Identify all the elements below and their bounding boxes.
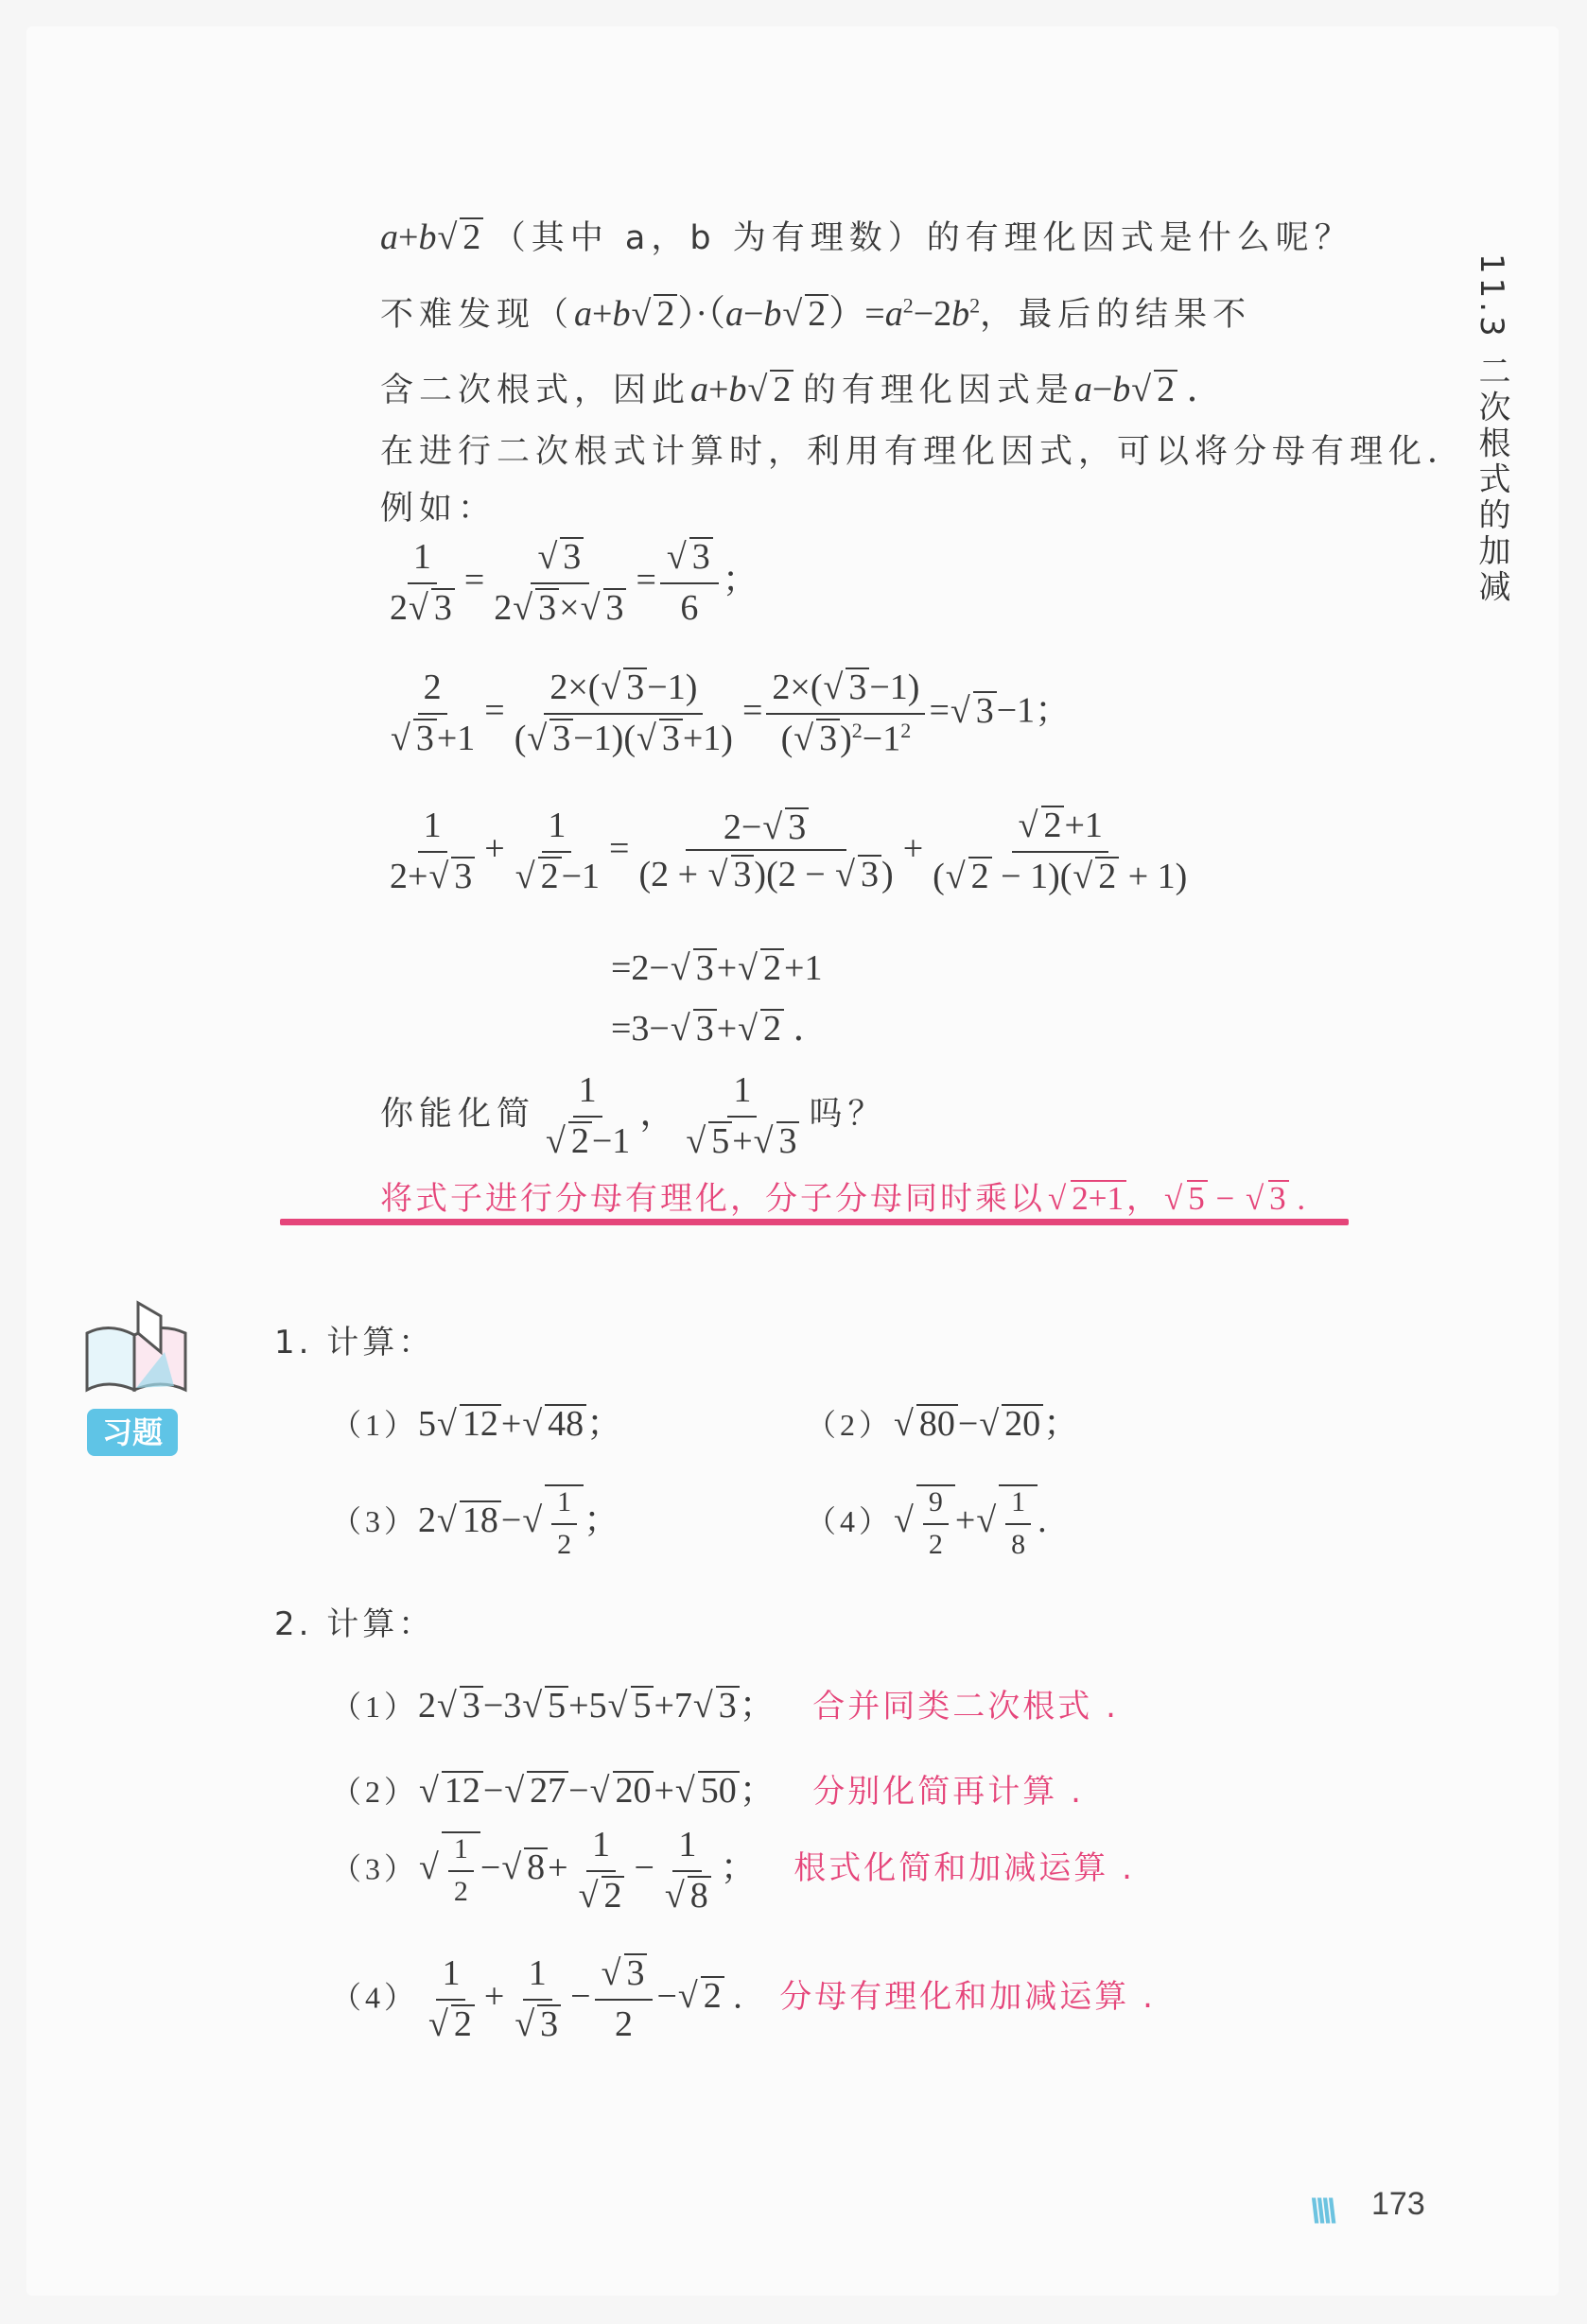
example-3-step-2: =3−√ 3+√ 2 ． xyxy=(611,998,829,1050)
book-icon xyxy=(79,1295,193,1399)
answer-note: 将式子进行分母有理化，分子分母同时乘以√ 2+1，√ 5 − √ 3 . xyxy=(380,1172,1305,1219)
example-3: $\frac{1}{2+√ 3}$ + 1 √ 2−1 = $\frac{2-√ 3}{(2 + √ 3)(2 - √ 3)}$ + √ $\frac{2+1}{(√ 2 - 1)(√ 2 + 1)}$ xyxy=(380,806,1196,897)
page-number: 173 xyxy=(1371,2186,1425,2222)
section-title-vertical: 11.3 二次根式的加减 xyxy=(1473,253,1510,606)
question-line: 你能化简 1 √ 2−1 ， 1 √ 5+√ 3 吗？ xyxy=(380,1070,887,1162)
example-1: $\frac{1}{2√ 3}$ = √ $\frac{3}{2√ 3\times√ 3}$ = √ $\frac{3}{6}$ ； xyxy=(380,537,759,629)
exercise-1-item-1: （1）5√ 12+√ 48； xyxy=(331,1394,622,1446)
exercise-1-item-4: （4） √ $\frac{9}{2}$ + √ $\frac{1}{8}$ . xyxy=(806,1484,1047,1561)
section-divider xyxy=(280,1219,1349,1225)
exercise-2-item-4: （4） 1 √ 2 + 1 √ 3 − √ $\frac{3}{2}$ −√ 2 . 分母有理化和加减运算 . xyxy=(331,1953,1156,2045)
exercise-1-item-2: （2）√ 80−√ 20； xyxy=(806,1394,1079,1446)
intro-line-2: 不难发现（a+b√ 2）·（a−b√ $2)=a^2-2b^2$，最后的结果不 xyxy=(380,284,1251,336)
exercise-badge: 习题 xyxy=(87,1409,178,1456)
example-2: 2 √ 3+1 = $\frac{2\times(√ 3-1)}{(√ 3-1)(√ 3+1)}$ = $\frac{2\times(√ 3-1)}{(√ 3)^2-1^2}$ =√ 3−1； xyxy=(380,668,1071,760)
exercise-1-item-3: （3）2√ 18− √ $\frac{1}{2}$ ； xyxy=(331,1484,619,1561)
intro-line-3: 含二次根式，因此a+b√ 2 的有理化因式是a−b√ 2 ． xyxy=(380,359,1223,411)
exercise-2-item-1: （1）2√ 3−3√ 5+5√ 5+7√ 3； 合并同类二次根式 . xyxy=(331,1675,1119,1727)
intro-line-1: a+b√ 2 （其中 a，b 为有理数）的有理化因式是什么呢？ xyxy=(380,212,1353,259)
example-3-step-1: =2−√ 3+√ 2+1 xyxy=(611,947,822,989)
exercise-2-item-2: （2）√ 12−√ 27−√ 20+√ 50； 分别化简再计算 . xyxy=(331,1760,1084,1812)
exercise-2-item-3: （3） √ $\frac{1}{2}$ −√ 8+ 1 √ 2 − 1 √ 8 ； 根式化简和加减运算 . xyxy=(331,1825,1135,1916)
exercise-2-hint-4: 分母有理化和加减运算 . xyxy=(779,1978,1156,2017)
exercise-1-label: 1. 计算： xyxy=(274,1324,435,1361)
intro-line-5: 例如： xyxy=(380,490,497,528)
exercise-2-hint-3: 根式化简和加减运算 . xyxy=(794,1849,1135,1888)
intro-line-4: 在进行二次根式计算时，利用有理化因式，可以将分母有理化． xyxy=(380,433,1467,471)
page-decoration-icon: \\\\ xyxy=(1310,2192,1334,2230)
exercise-2-hint-2: 分别化简再计算 . xyxy=(812,1773,1084,1811)
exercise-2-hint-1: 合并同类二次根式 . xyxy=(812,1688,1119,1726)
exercise-2-label: 2. 计算： xyxy=(274,1605,435,1643)
